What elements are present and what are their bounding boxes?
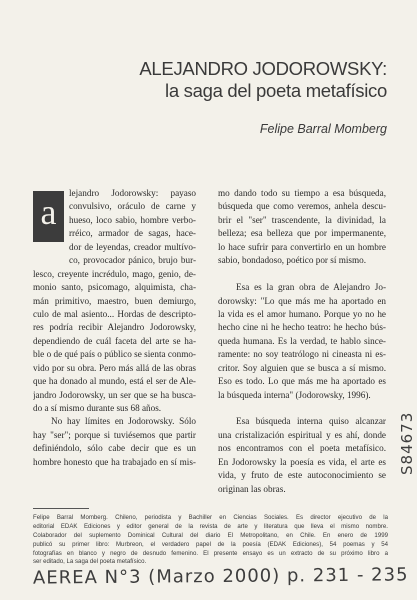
text-line: hombre honesto que ha trabajado en sí mis- <box>33 456 196 467</box>
text-line: hay "ser"; porque si tuviésemos que partir <box>33 429 196 440</box>
text-line: mo dando todo su tiempo a esa búsqueda, <box>218 188 386 198</box>
text-line: lesco, creyente incrédulo, mago, genio, de- <box>33 268 196 279</box>
text-line: nos encontramos con el poeta metafísico. <box>218 443 386 454</box>
footnote-line: Colaborador del suplemento Dominical Cultural del diario El Metropolitano, en Chile. En enero de 1999 <box>33 531 388 539</box>
text-line: Esa es la gran obra de Alejandro Jo- <box>236 282 386 293</box>
text-line: definiéndolo, sólo cabe decir que es un <box>33 443 196 454</box>
footnote-line: editorial EDAK Ediciones y editor general de la revista de arte y literatura que lleva el mismo nombre. <box>33 522 388 530</box>
text-line: jandro Jodorowsky, un ser que se ha busca- <box>33 389 196 400</box>
text-line: culo de mal asiento... Hordas de descripto- <box>33 308 196 319</box>
text-line: lejandro Jodorowsky: payaso <box>69 188 196 198</box>
text-line: vido por su obra. Pero más allá de las obras <box>33 362 196 373</box>
text-line: rréico, armador de sagas, hace- <box>69 228 196 239</box>
text-line: En Jodorowsky la poesía es vida, el arte es <box>218 456 386 467</box>
text-line: una cristalización espiritual y es ahí, donde <box>218 429 386 440</box>
text-line: dependiendo de cuál faceta del arte se ha- <box>33 335 196 346</box>
text-line: convulsivo, oráculo de carne y <box>69 201 196 212</box>
handwritten-citation: AEREA N°3 (Marzo 2000) p. 231 - 235 <box>32 564 409 589</box>
drop-cap: a <box>33 191 64 242</box>
article-title: ALEJANDRO JODOROWSKY: <box>139 58 387 79</box>
footnote-line: publicó su primer libro: Murbreon, el verdadero papel de la poesía (EDAK Ediciones), 54 poemas y 54 <box>33 540 388 548</box>
handwritten-catalog-number: S84673 <box>398 411 416 475</box>
text-line: co, provocador pánico, brujo bur- <box>69 255 196 266</box>
footnote-line: fotografías en blanco y negro de desnudo femenino. El presente ensayo es un extracto de su próximo libro a <box>33 549 388 557</box>
text-line: la búsqueda interna" (Jodorowsky, 1996). <box>218 389 371 400</box>
article-author: Felipe Barral Momberg <box>259 122 387 136</box>
text-line: brir el "ser" trascendente, la divinidad, la <box>218 214 386 225</box>
text-line: vida, y fruto de este autoconocimiento se <box>218 470 386 481</box>
text-line: Eso es todo. Lo que más me ha aportado es <box>218 376 386 387</box>
text-line: mán primitivo, maestro, buen demiurgo, <box>33 295 196 306</box>
text-line: originan las obras. <box>218 483 286 494</box>
text-line: queda humana. Es la verdad, te hablo since- <box>218 335 386 346</box>
text-line: do a sí mismo durante sus 68 años. <box>33 403 162 413</box>
text-line: res podría recibir Alejandro Jodorowsky, <box>33 322 196 333</box>
text-line: critor. Soy alguien que se busca a sí mismo. <box>218 362 386 373</box>
text-line: monio santo, psicomago, alquimista, cha- <box>33 282 196 293</box>
text-line: búsqueda que como veremos, anhela descu- <box>218 201 386 212</box>
text-line: ramente: no soy teatrólogo ni cineasta ni es- <box>218 349 386 360</box>
body-column-right <box>218 187 386 496</box>
text-line: belleza; esa belleza que por impermanente, <box>218 228 386 239</box>
text-line: Esa búsqueda interna quiso alcanzar <box>236 416 386 427</box>
body-column-left <box>33 187 196 469</box>
footnote-line: Felipe Barral Momberg. Chileno, periodista y Bachiller en Ciencias Sociales. Es director ejecutivo de la <box>33 514 388 521</box>
text-line: No hay límites en Jodorowsky. Sólo <box>51 416 196 427</box>
article-subtitle: la saga del poeta metafísico <box>165 80 387 101</box>
text-line: hecho cine ni he hecho teatro: he hecho bús- <box>218 322 386 333</box>
text-line: dorowsky: "Lo que más me ha aportado en <box>218 295 386 306</box>
text-line: dor de leyendas, creador multívo- <box>69 241 196 252</box>
text-line: lo hace sufrir para convertirlo en un hombre <box>218 241 386 252</box>
text-line: sabio, bondadoso, poético por sí mismo. <box>218 255 367 266</box>
footnote-line: ser editado, La saga del poeta metafísico. <box>33 558 147 566</box>
text-line: hueso, loco sabio, hombre verbo- <box>69 214 196 225</box>
text-line: que ha donado al mundo, está el ser de Ale- <box>33 376 196 387</box>
text-line: ble o de qué país o público se sienta conmo- <box>33 349 196 360</box>
text-line: la vida es el amor humano. Porque yo no he <box>218 308 386 319</box>
author-footnote <box>33 514 388 567</box>
footnote-rule <box>33 508 89 509</box>
